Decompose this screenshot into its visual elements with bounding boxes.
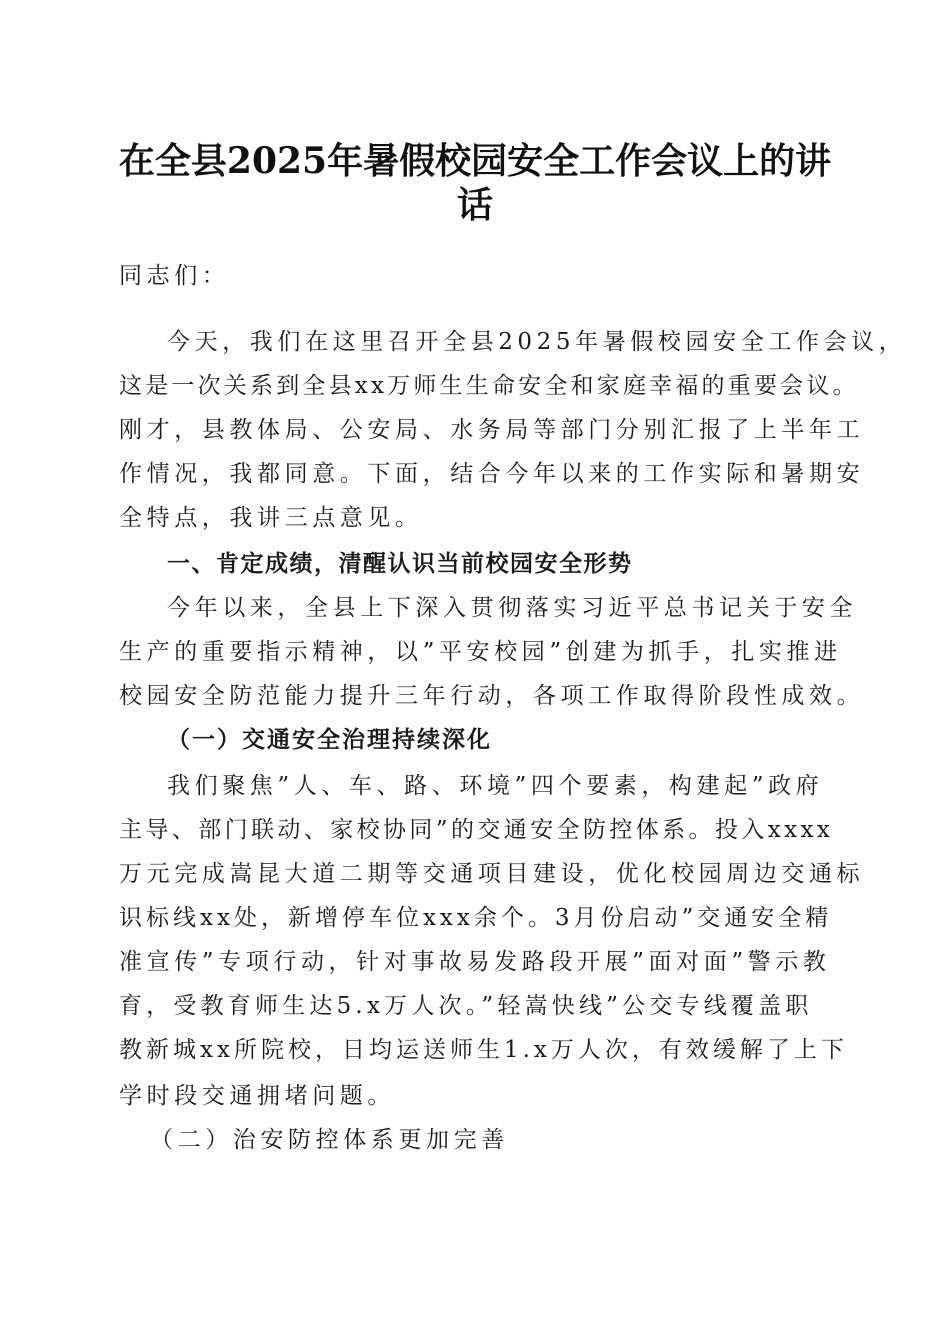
subsection-2-heading: （二）治安防控体系更加完善: [150, 1127, 509, 1153]
subsection-1-line-5: 准宣传”专项行动，针对事故易发路段开展”面对面”警示教: [119, 949, 831, 975]
intro-line-2: 这是一次关系到全县xx万师生生命安全和家庭幸福的重要会议。: [119, 373, 859, 399]
section-1-line-3: 校园安全防范能力提升三年行动，各项工作取得阶段性成效。: [119, 683, 865, 709]
intro-line-5: 全特点，我讲三点意见。: [119, 505, 423, 531]
subsection-1-line-3: 万元完成嵩昆大道二期等交通项目建设，优化校园周边交通标: [119, 861, 865, 887]
section-1-line-1: 今年以来，全县上下深入贯彻落实习近平总书记关于安全: [167, 595, 857, 621]
subsection-1-line-2: 主导、部门联动、家校协同”的交通安全防控体系。投入xxxx: [119, 817, 834, 843]
section-1-line-2: 生产的重要指示精神，以”平安校园”创建为抓手，扎实推进: [119, 639, 842, 665]
subsection-1-heading: （一）交通安全治理持续深化: [167, 727, 492, 753]
subsection-1-line-8: 学时段交通拥堵问题。: [119, 1083, 395, 1109]
document-title-line-2: 话: [456, 184, 493, 226]
salutation: 同志们：: [119, 263, 230, 289]
intro-line-1: 今天，我们在这里召开全县2025年暑假校园安全工作会议，: [167, 329, 907, 355]
subsection-1-line-4: 识标线xx处，新增停车位xxx余个。3月份启动”交通安全精: [119, 905, 833, 931]
subsection-1-line-7: 教新城xx所院校，日均运送师生1.x万人次，有效缓解了上下: [119, 1037, 848, 1063]
intro-line-3: 刚才，县教体局、公安局、水务局等部门分别汇报了上半年工: [119, 417, 865, 443]
subsection-1-line-6: 育，受教育师生达5.x万人次。”轻嵩快线”公交专线覆盖职: [119, 993, 813, 1019]
document-title-line-1: 在全县2025年暑假校园安全工作会议上的讲: [118, 140, 832, 182]
subsection-1-line-1: 我们聚焦”人、车、路、环境”四个要素，构建起”政府: [167, 773, 824, 799]
section-1-heading: 一、肯定成绩，清醒认识当前校园安全形势: [167, 551, 633, 577]
intro-line-4: 作情况，我都同意。下面，结合今年以来的工作实际和暑期安: [119, 461, 865, 487]
